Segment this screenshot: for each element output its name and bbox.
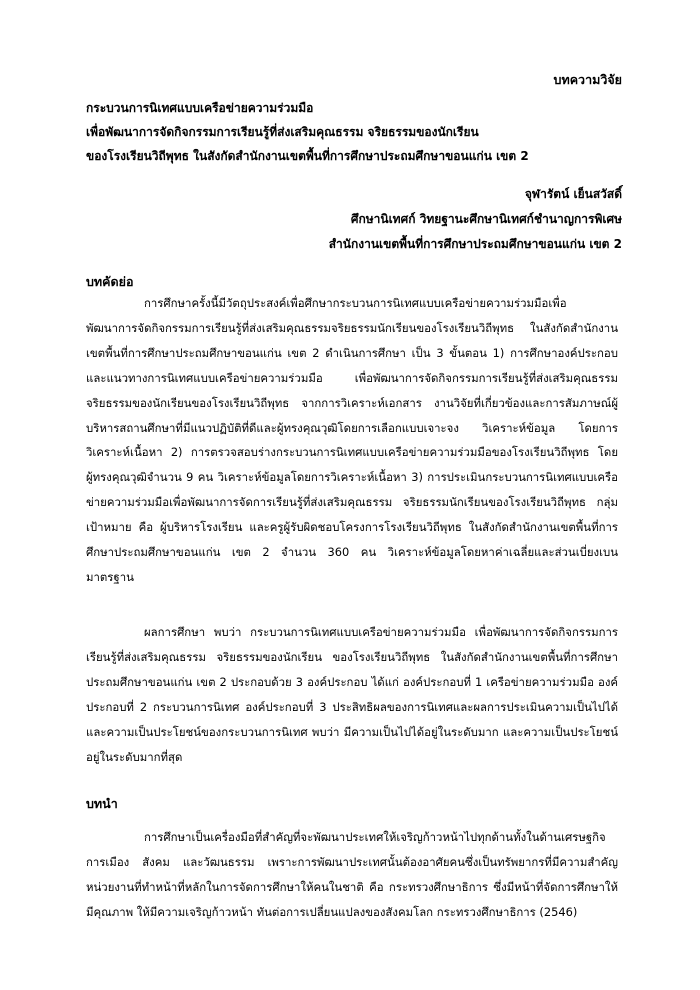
author-block xyxy=(329,182,622,257)
abstract-heading: บทคัดย่อ xyxy=(86,274,134,289)
abstract-paragraph-1: การศึกษาครั้งนี้มีวัตถุประสงค์เพื่อศึกษากระบวนการนิเทศแบบเครือข่ายความร่วมมือเพื่อพัฒนาการจัดกิจกรรมการเรียนรู้ที่ส่งเสริมคุณธรรมจริยธรรมนักเรียนของโรงเรียนวิถีพุทธ ในสังกัดสำนักงานเขตพื้นที่การศึกษาประถมศึกษาขอนแก่น เขต 2 ดำเนินการศึกษา เป็น 3 ขั้นตอน 1) การศึกษาองค์ประกอบและแนวทางการนิเทศแบบเครือข่ายความร่วมมือ เพื่อพัฒนาการจัดกิจกรรมการเรียนรู้ที่ส่งเสริมคุณธรรมจริยธรรมของนักเรียนของโรงเรียนวิถีพุทธ จากการวิเคราะห์เอกสาร งานวิจัยที่เกี่ยวข้องและการสัมภาษณ์ผู้บริหารสถานศึกษาที่มีแนวปฏิบัติที่ดีและผู้ทรงคุณวุฒิโดยการเลือกแบบเจาะจง วิเคราะห์ข้อมูล โดยการวิเคราะห์เนื้อหา 2) การตรวจสอบร่างกระบวนการนิเทศแบบเครือข่ายความร่วมมือของโรงเรียนวิถีพุทธ โดยผู้ทรงคุณวุฒิจำนวน 9 คน วิเคราะห์ข้อมูลโดยการวิเคราะห์เนื้อหา 3) การประเมินกระบวนการนิเทศแบบเครือข่ายความร่วมมือเพื่อพัฒนาการจัดการเรียนรู้ที่ส่งเสริมคุณธรรม จริยธรรมนักเรียนของโรงเรียนวิถีพุทธ กลุ่มเป้าหมาย คือ ผู้บริหารโรงเรียน และครูผู้รับผิดชอบโครงการโรงเรียนวิถีพุทธ ในสังกัดสำนักงานเขตพื้นที่การศึกษาประถมศึกษาขอนแก่น เขต 2 จำนวน 360 คน วิเคราะห์ข้อมูลโดยหาค่าเฉลี่ยและส่วนเบี่ยงเบนมาตรฐาน xyxy=(86,296,618,584)
paper-title xyxy=(86,96,626,168)
abstract-paragraph-2: ผลการศึกษา พบว่า กระบวนการนิเทศแบบเครือข่ายความร่วมมือ เพื่อพัฒนาการจัดกิจกรรมการเรียนรู้ที่ส่งเสริมคุณธรรม จริยธรรมของนักเรียน ของโรงเรียนวิถีพุทธ ในสังกัดสำนักงานเขตพื้นที่การศึกษาประถมศึกษาขอนแก่น เขต 2 ประกอบด้วย 3 องค์ประกอบ ได้แก่ องค์ประกอบที่ 1 เครือข่ายความร่วมมือ องค์ประกอบที่ 2 กระบวนการนิเทศ องค์ประกอบที่ 3 ประสิทธิผลของการนิเทศและผลการประเมินความเป็นไปได้และความเป็นประโยชน์ของกระบวนการนิเทศ พบว่า มีความเป็นไปได้อยู่ในระดับมาก และความเป็นประโยชน์อยู่ในระดับมากที่สุด xyxy=(86,625,618,764)
article-type-label: บทความวิจัย xyxy=(553,72,622,87)
title-line-3: ของโรงเรียนวิถีพุทธ ในสังกัดสำนักงานเขตพื้นที่การศึกษาประถมศึกษาขอนแก่น เขต 2 xyxy=(86,149,529,163)
author-position: ศึกษานิเทศก์ วิทยฐานะศึกษานิเทศก์ชำนาญการพิเศษ xyxy=(350,212,622,226)
title-line-2: เพื่อพัฒนาการจัดกิจกรรมการเรียนรู้ที่ส่งเสริมคุณธรรม จริยธรรมของนักเรียน xyxy=(86,125,479,139)
title-line-1: กระบวนการนิเทศแบบเครือข่ายความร่วมมือ xyxy=(86,101,314,115)
introduction-heading: บทนำ xyxy=(86,796,118,811)
author-name: จุฬารัตน์ เย็นสวัสดิ์ xyxy=(524,187,622,201)
introduction-paragraph-1: การศึกษาเป็นเครื่องมือที่สำคัญที่จะพัฒนาประเทศให้เจริญก้าวหน้าไปทุกด้านทั้งในด้านเศรษฐกิจ การเมือง สังคม และวัฒนธรรม เพราะการพัฒนาประเทศนั้นต้องอาศัยคนซึ่งเป็นทรัพยากรที่มีความสำคัญ หน่วยงานที่ทำหน้าที่หลักในการจัดการศึกษาให้คนในชาติ คือ กระทรวงศึกษาธิการ ซึ่งมีหน้าที่จัดการศึกษาให้มีคุณภาพ ให้มีความเจริญก้าวหน้า ทันต่อการเปลี่ยนแปลงของสังคมโลก กระทรวงศึกษาธิการ (2546) xyxy=(86,830,618,919)
author-affiliation: สำนักงานเขตพื้นที่การศึกษาประถมศึกษาขอนแก่น เขต 2 xyxy=(328,237,622,251)
